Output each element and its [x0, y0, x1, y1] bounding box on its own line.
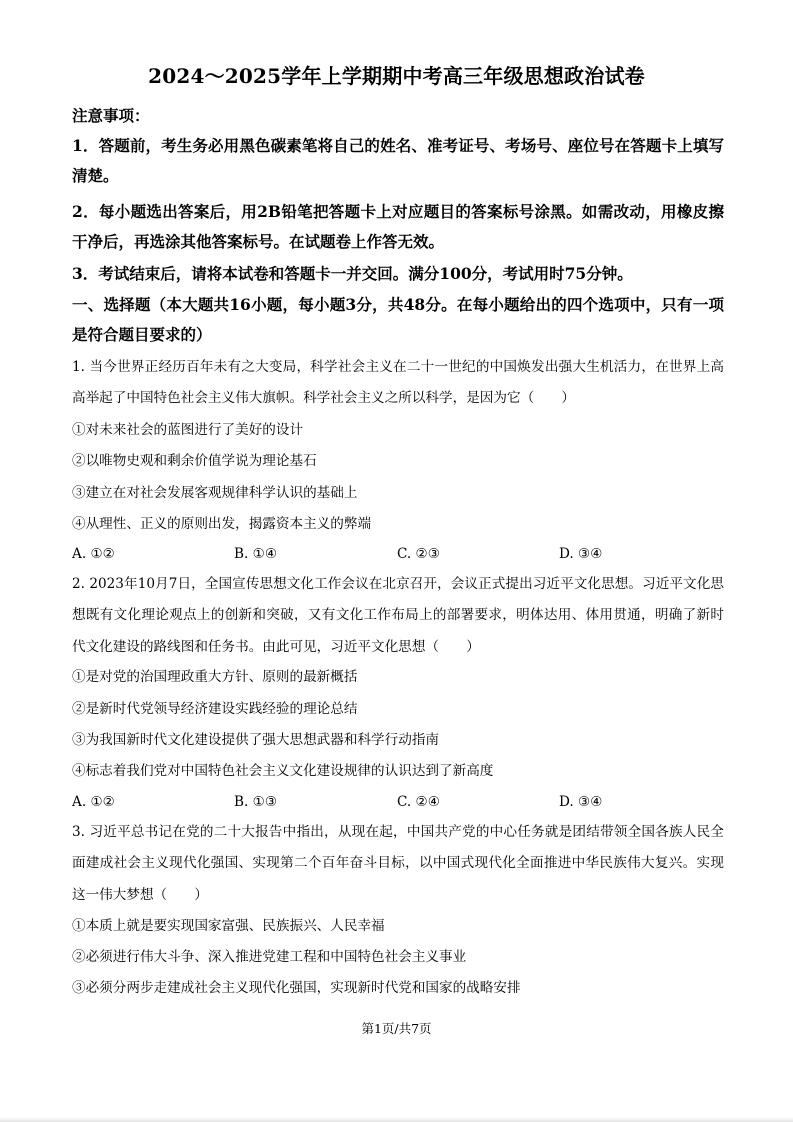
question-1-stem: 1. 当今世界正经历百年未有之大变局，科学社会主义在二十一世纪的中国焕发出强大生机活力，在世界上高高举起了中国特色社会主义伟大旗帜。科学社会主义之所以科学，是因为它（ ）: [72, 359, 724, 407]
question-2-choice-a[interactable]: A. ①②: [72, 794, 115, 810]
question-2-choice-b[interactable]: B. ①③: [234, 794, 278, 810]
question-1-choices: [72, 543, 724, 565]
notice-item-1: 1．答题前，考生务必用黑色碳素笔将自己的姓名、准考证号、考场号、座位号在答题卡上填写清楚。: [72, 136, 724, 185]
question-2-stem: 2. 2023年10月7日，全国宣传思想文化工作会议在北京召开，会议正式提出习近平文化思想。习近平文化思想既有文化理论观点上的创新和突破，又有文化工作布局上的部署要求，明体达用、体用贯通，明确了新时代文化建设的路线图和任务书。由此可见，习近平文化思想（ ）: [72, 576, 724, 655]
exam-title: 2024～2025学年上学期期中考高三年级思想政治试卷: [148, 64, 645, 88]
notice-item-3: 3．考试结束后，请将本试卷和答题卡一并交回。满分100分，考试用时75分钟。: [72, 264, 633, 283]
question-1-choice-b[interactable]: B. ①④: [234, 546, 278, 562]
question-1-statement-2: ②以唯物史观和剩余价值学说为理论基石: [72, 453, 317, 469]
question-2-choices: [72, 791, 724, 813]
question-2-statement-2: ②是新时代党领导经济建设实践经验的理论总结: [72, 701, 358, 717]
page-bottom-edge: [0, 1117, 793, 1122]
question-2-choice-d[interactable]: D. ③④: [559, 794, 603, 810]
question-2-statement-3: ③为我国新时代文化建设提供了强大思想武器和科学行动指南: [72, 732, 440, 748]
question-3-stem: 3. 习近平总书记在党的二十大报告中指出，从现在起，中国共产党的中心任务就是团结带领全国各族人民全面建成社会主义现代化强国、实现第二个百年奋斗目标，以中国式现代化全面推进中华民族伟大复兴。实现这一伟大梦想（ ）: [72, 824, 724, 903]
question-2-statement-1: ①是对党的治国理政重大方针、原则的最新概括: [72, 669, 358, 685]
question-1-choice-d[interactable]: D. ③④: [559, 546, 603, 562]
question-2-statement-4: ④标志着我们党对中国特色社会主义文化建设规律的认识达到了新高度: [72, 763, 494, 779]
question-3-statement-1: ①本质上就是要实现国家富强、民族振兴、人民幸福: [72, 918, 385, 934]
notice-item-2: 2．每小题选出答案后，用2B铅笔把答题卡上对应题目的答案标号涂黑。如需改动，用橡皮擦干净后，再选涂其他答案标号。在试题卷上作答无效。: [72, 202, 724, 251]
question-3-statement-2: ②必须进行伟大斗争、深入推进党建工程和中国特色社会主义事业: [72, 949, 467, 965]
section-heading: 一、选择题（本大题共16小题，每小题3分，共48分。在每小题给出的四个选项中，只有一项是符合题目要求的）: [72, 295, 724, 344]
question-1-choice-c[interactable]: C. ②③: [397, 546, 440, 562]
question-1-statement-3: ③建立在对社会发展客观规律科学认识的基础上: [72, 485, 358, 501]
notice-heading: 注意事项：: [72, 106, 150, 125]
question-1-statement-1: ①对未来社会的蓝图进行了美好的设计: [72, 422, 304, 438]
question-2-choice-c[interactable]: C. ②④: [397, 794, 440, 810]
page-number: 第1页/共7页: [361, 1021, 432, 1036]
question-1-choice-a[interactable]: A. ①②: [72, 546, 115, 562]
question-1-statement-4: ④从理性、正义的原则出发，揭露资本主义的弊端: [72, 516, 372, 532]
question-3-statement-3: ③必须分两步走建成社会主义现代化强国，实现新时代党和国家的战略安排: [72, 980, 521, 996]
